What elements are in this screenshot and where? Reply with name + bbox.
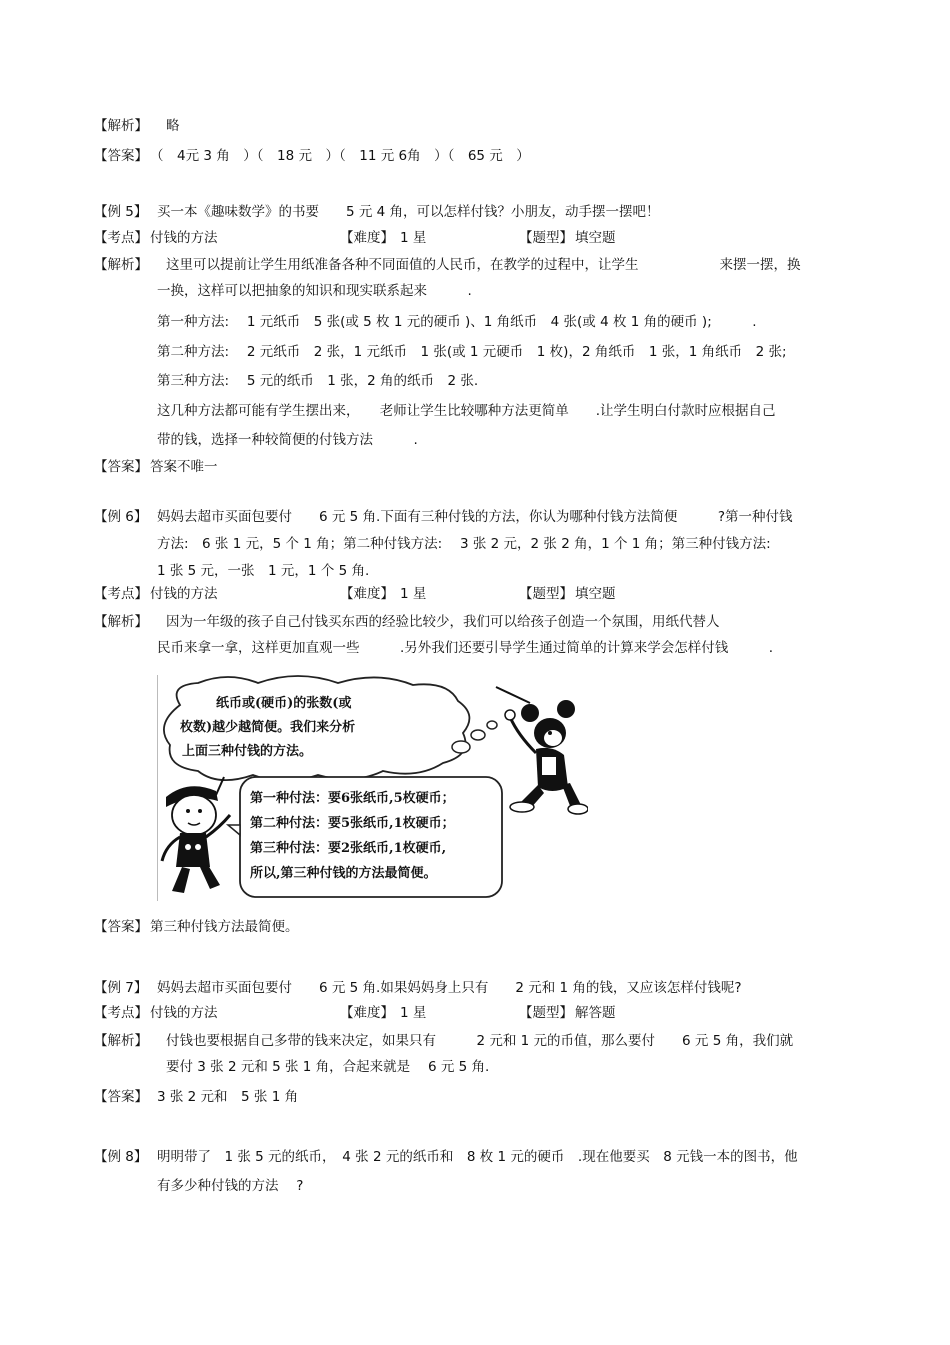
example-6-question: 妈妈去超市买面包要付 6 元 5 角.下面有三种付钱的方法，你认为哪种付钱方法简便 ?第一种付钱	[157, 509, 793, 525]
ex7-difficulty-label: 【难度】	[340, 1005, 394, 1021]
ex5-difficulty-label: 【难度】	[340, 230, 394, 246]
ex5-analysis-line: 带的钱，选择一种较简便的付钱方法 .	[157, 432, 418, 448]
example-7-question: 妈妈去超市买面包要付 6 元 5 角.如果妈妈身上只有 2 元和 1 角的钱，又应该怎样付钱呢?	[157, 980, 742, 996]
box-line: 第一种付法：要6张纸币,5枚硬币；	[250, 791, 455, 806]
example-8-question: 有多少种付钱的方法 ?	[157, 1178, 304, 1194]
cloud-bubble	[471, 730, 485, 740]
cloud-bubble	[452, 741, 470, 753]
ex7-analysis-line: 要付 3 张 2 元和 5 张 1 角，合起来就是 6 元 5 角.	[166, 1059, 490, 1075]
ex6-difficulty: 1 星	[400, 586, 427, 602]
bubble-line: 纸币或(硬币)的张数(或	[216, 696, 352, 711]
mickey-cartoon	[496, 687, 588, 814]
ex5-point-label: 【考点】	[94, 230, 148, 246]
example-5-question: 买一本《趣味数学》的书要 5 元 4 角，可以怎样付钱？小朋友，动手摆一摆吧！	[157, 204, 660, 220]
ex6-analysis-line: 因为一年级的孩子自己付钱买东西的经验比较少，我们可以给孩子创造一个氛围，用纸代替人	[166, 614, 720, 630]
ex6-analysis-label: 【解析】	[94, 614, 148, 630]
ex5-difficulty: 1 星	[400, 230, 427, 246]
ex5-analysis-line: 第二种方法: 2 元纸币 2 张，1 元纸币 1 张(或 1 元硬币 1 枚)，2 角纸币 1 张，1 角纸币 2 张;	[157, 344, 787, 360]
ex7-answer-label: 【答案】	[94, 1089, 148, 1105]
ex7-point: 付钱的方法	[150, 1005, 218, 1021]
ex6-point: 付钱的方法	[150, 586, 218, 602]
answer-label: 【答案】	[94, 148, 148, 164]
box-line: 所以,第三种付钱的方法最简便。	[250, 866, 437, 881]
ex6-answer: 第三种付钱方法最简便。	[150, 919, 299, 935]
example-6-label: 【例 6】	[94, 509, 148, 525]
ex5-answer-label: 【答案】	[94, 459, 148, 475]
bubble-line: 上面三种付钱的方法。	[182, 744, 313, 759]
box-line: 第三种付法：要2张纸币,1枚硬币,	[250, 841, 447, 856]
ex7-type: 解答题	[575, 1005, 616, 1021]
ex5-analysis-line: 这里可以提前让学生用纸准备各种不同面值的人民币，在教学的过程中，让学生 来摆一摆，换	[166, 257, 801, 273]
ex6-answer-label: 【答案】	[94, 919, 148, 935]
ex7-analysis-label: 【解析】	[94, 1033, 148, 1049]
ex6-type: 填空题	[575, 586, 616, 602]
ex5-type-label: 【题型】	[519, 230, 573, 246]
ex5-analysis-line: 一换，这样可以把抽象的知识和现实联系起来 .	[157, 283, 472, 299]
ex5-point: 付钱的方法	[150, 230, 218, 246]
example-7-label: 【例 7】	[94, 980, 148, 996]
cloud-bubble	[487, 721, 497, 729]
answer-text: （ 4元 3 角 ）（ 18 元 ）（ 11 元 6角 ）（ 65 元 ）	[150, 148, 530, 164]
example-8-question: 明明带了 1 张 5 元的纸币， 4 张 2 元的纸币和 8 枚 1 元的硬币 .现在他要买 8 元钱一本的图书，他	[157, 1149, 798, 1165]
example-8-label: 【例 8】	[94, 1149, 148, 1165]
ex6-analysis-line: 民币来拿一拿，这样更加直观一些 .另外我们还要引导学生通过简单的计算来学会怎样付钱 .	[157, 640, 774, 656]
ex6-difficulty-label: 【难度】	[340, 586, 394, 602]
ex5-answer: 答案不唯一	[150, 459, 218, 475]
analysis-label: 【解析】	[94, 118, 148, 134]
cartoon-illustration	[157, 675, 588, 901]
ex5-analysis-line: 这几种方法都可能有学生摆出来， 老师让学生比较哪种方法更简单 .让学生明白付款时应根据自己	[157, 403, 776, 419]
ex5-analysis-line: 第一种方法: 1 元纸币 5 张(或 5 枚 1 元的硬币 )、1 角纸币 4 张(或 4 枚 1 角的硬币 ); .	[157, 314, 757, 330]
bubble-line: 枚数)越少越简便。我们来分析	[180, 720, 356, 735]
boy-cartoon	[162, 777, 230, 893]
ex6-type-label: 【题型】	[519, 586, 573, 602]
ex5-type: 填空题	[575, 230, 616, 246]
ex7-answer: 3 张 2 元和 5 张 1 角	[157, 1089, 299, 1105]
ex7-type-label: 【题型】	[519, 1005, 573, 1021]
analysis-text: 略	[166, 118, 180, 134]
ex5-analysis-line: 第三种方法: 5 元的纸币 1 张，2 角的纸币 2 张.	[157, 373, 479, 389]
ex7-point-label: 【考点】	[94, 1005, 148, 1021]
box-line: 第二种付法：要5张纸币,1枚硬币；	[250, 816, 455, 831]
example-5-label: 【例 5】	[94, 204, 148, 220]
ex7-analysis-line: 付钱也要根据自己多带的钱来决定，如果只有 2 元和 1 元的币值，那么要付 6 元 5 角，我们就	[166, 1033, 794, 1049]
ex5-analysis-label: 【解析】	[94, 257, 148, 273]
example-6-question: 1 张 5 元，一张 1 元，1 个 5 角.	[157, 563, 370, 579]
ex7-difficulty: 1 星	[400, 1005, 427, 1021]
example-6-question: 方法: 6 张 1 元，5 个 1 角；第二种付钱方法: 3 张 2 元，2 张 2 角，1 个 1 角；第三种付钱方法:	[157, 536, 771, 552]
ex6-point-label: 【考点】	[94, 586, 148, 602]
